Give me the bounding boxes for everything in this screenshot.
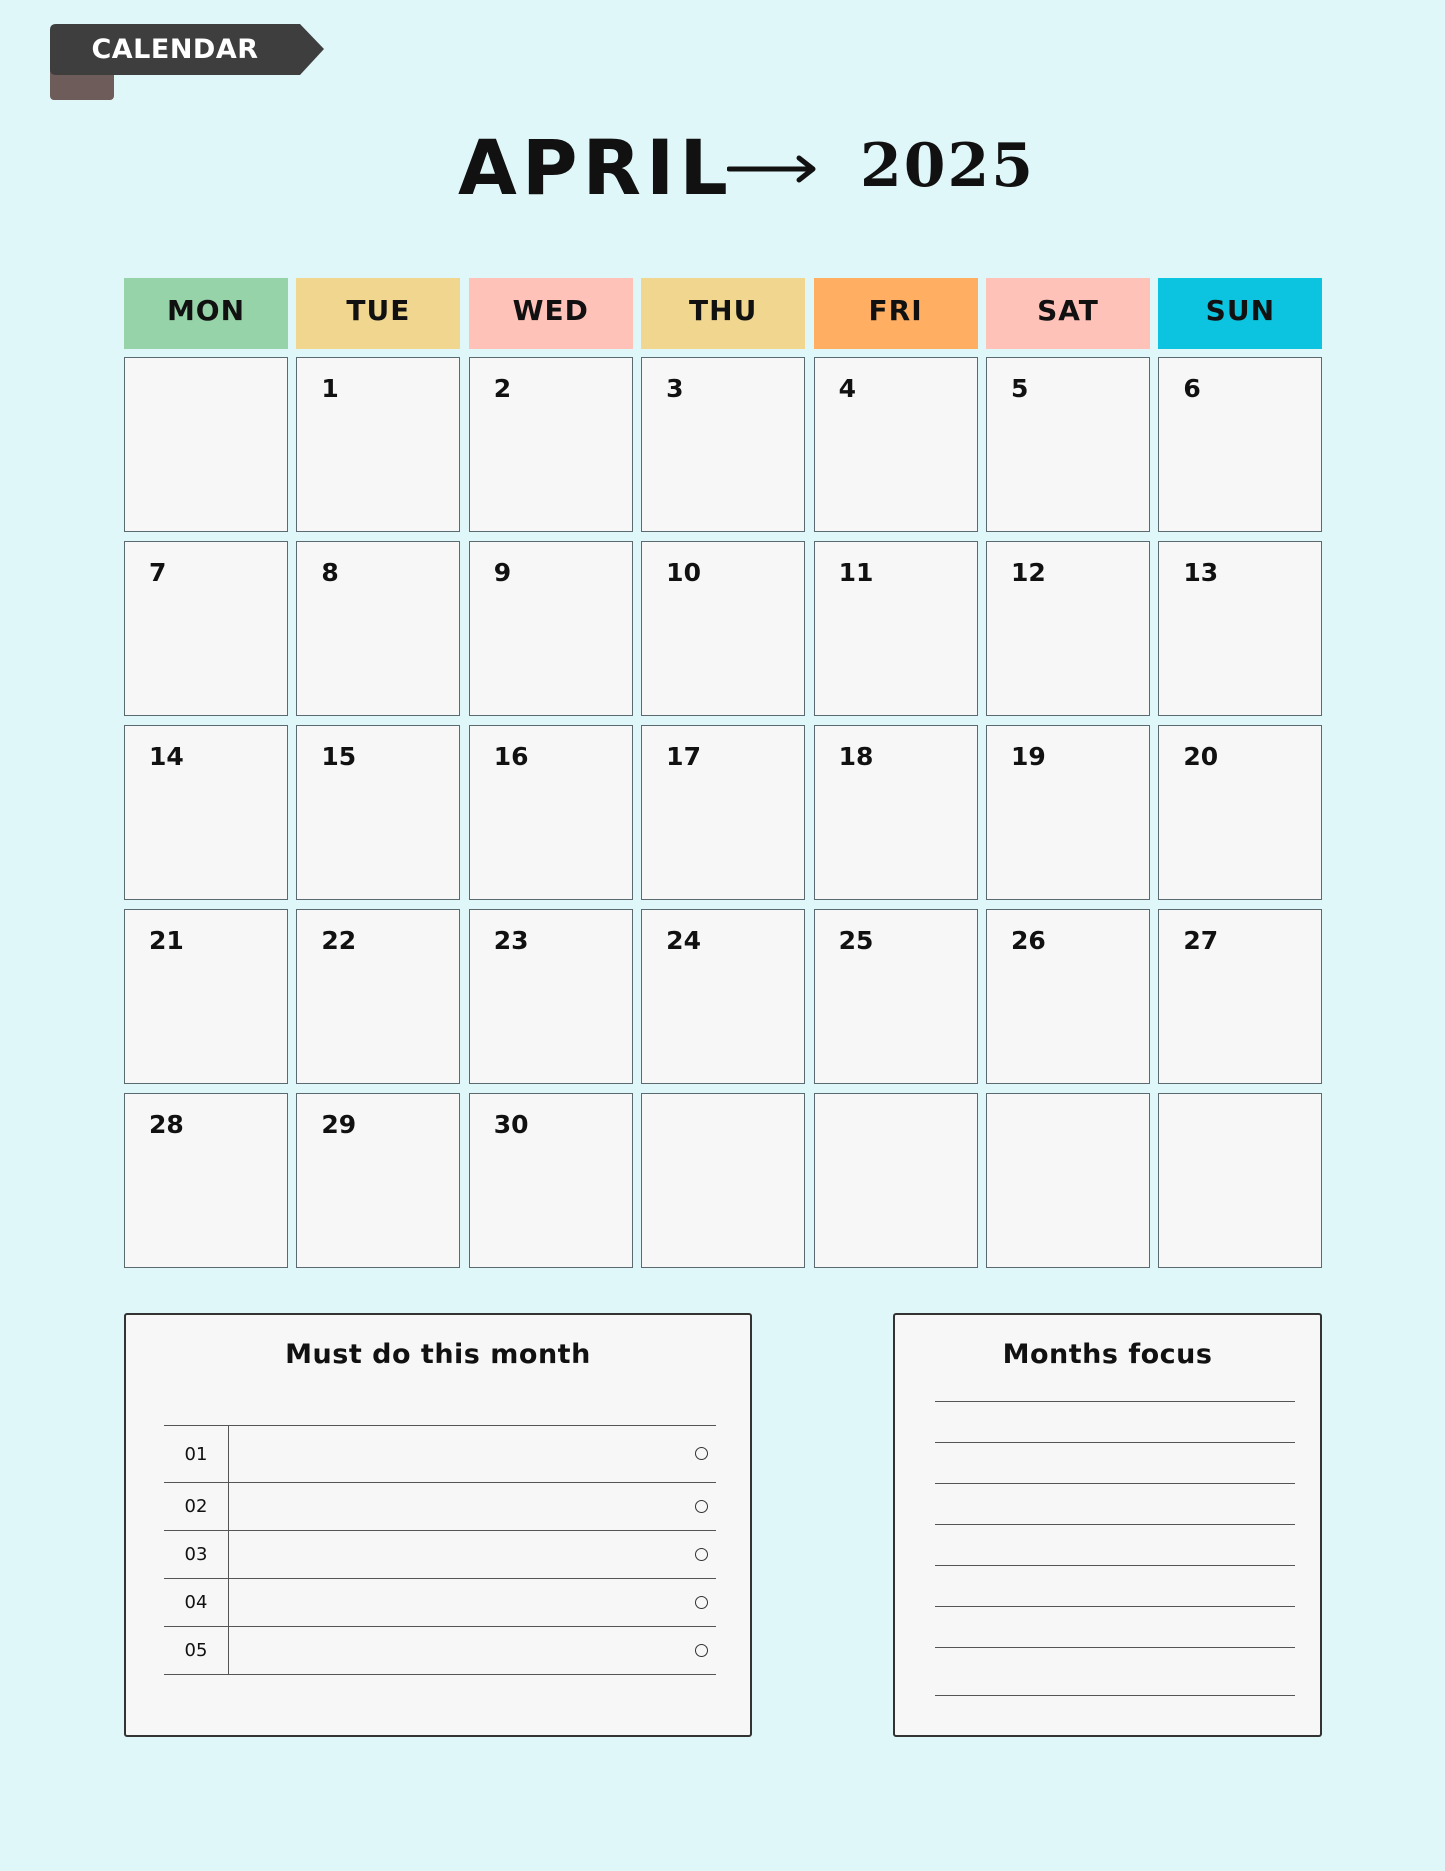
todo-checkbox-circle-icon[interactable]: [695, 1447, 708, 1460]
day-cell[interactable]: [469, 725, 633, 900]
day-cell[interactable]: [124, 541, 288, 716]
tag-label: CALENDAR: [91, 34, 259, 65]
focus-writing-line[interactable]: [935, 1401, 1295, 1402]
day-cell[interactable]: [986, 909, 1150, 1084]
focus-writing-line[interactable]: [935, 1483, 1295, 1484]
day-number: 29: [321, 1110, 357, 1139]
day-cell[interactable]: [814, 725, 978, 900]
day-number: 5: [1010, 374, 1029, 403]
day-cell[interactable]: [1158, 541, 1322, 716]
page-title: [0, 118, 1445, 218]
todo-checkbox-circle-icon[interactable]: [695, 1596, 708, 1609]
day-cell[interactable]: [641, 357, 805, 532]
months-focus-title: Months focus: [1002, 1339, 1213, 1370]
day-number: 23: [493, 926, 529, 955]
must-do-list: [164, 1425, 716, 1675]
day-cell[interactable]: [1158, 357, 1322, 532]
todo-number: 02: [164, 1483, 229, 1530]
day-number: 27: [1183, 926, 1219, 955]
todo-number: 01: [164, 1426, 229, 1482]
year-title: 2025: [860, 131, 1035, 201]
day-number: 1: [321, 374, 339, 403]
month-title: APRIL: [458, 123, 733, 212]
day-cell[interactable]: [296, 909, 460, 1084]
day-cell[interactable]: [814, 1093, 978, 1268]
day-number: 24: [666, 926, 701, 955]
day-number: 25: [838, 926, 874, 955]
day-number: 11: [838, 558, 874, 587]
day-cell[interactable]: [814, 909, 978, 1084]
calendar-grid: [124, 278, 1322, 1277]
day-cell[interactable]: [296, 725, 460, 900]
day-cell[interactable]: [641, 725, 805, 900]
day-cell[interactable]: [641, 541, 805, 716]
day-cell[interactable]: [124, 357, 288, 532]
day-number: 7: [149, 558, 167, 587]
todo-checkbox-circle-icon[interactable]: [695, 1644, 708, 1657]
day-cell[interactable]: [986, 357, 1150, 532]
day-cell[interactable]: [296, 1093, 460, 1268]
focus-writing-line[interactable]: [935, 1442, 1295, 1443]
must-do-title: Must do this month: [285, 1339, 591, 1370]
day-number: 12: [1010, 558, 1046, 587]
day-number: 3: [666, 374, 684, 403]
day-cell[interactable]: [124, 1093, 288, 1268]
todo-number: 04: [164, 1579, 229, 1626]
todo-number: 05: [164, 1627, 229, 1674]
weekday-header-thu: THU: [641, 278, 805, 349]
todo-row[interactable]: [164, 1425, 716, 1482]
day-cell[interactable]: [469, 541, 633, 716]
day-number: 2: [493, 374, 512, 403]
day-cell[interactable]: [469, 1093, 633, 1268]
day-number: 4: [838, 374, 856, 403]
day-number: 15: [321, 742, 357, 771]
day-number: 20: [1183, 742, 1219, 771]
day-cell[interactable]: [986, 725, 1150, 900]
day-cell[interactable]: [124, 725, 288, 900]
day-cell[interactable]: [986, 1093, 1150, 1268]
todo-checkbox-circle-icon[interactable]: [695, 1500, 708, 1513]
day-cell[interactable]: [469, 357, 633, 532]
weekday-header-tue: TUE: [296, 278, 460, 349]
must-do-box: [124, 1313, 752, 1737]
day-cell[interactable]: [1158, 909, 1322, 1084]
weekday-header-sat: SAT: [986, 278, 1150, 349]
day-number: 21: [149, 926, 184, 955]
day-number: 22: [321, 926, 357, 955]
weekday-header-fri: FRI: [814, 278, 978, 349]
day-cell[interactable]: [469, 909, 633, 1084]
focus-writing-line[interactable]: [935, 1606, 1295, 1607]
day-cell[interactable]: [814, 541, 978, 716]
day-number: 10: [666, 558, 701, 587]
day-cell[interactable]: [1158, 725, 1322, 900]
day-number: 17: [666, 742, 701, 771]
day-number: 30: [493, 1110, 529, 1139]
day-number: 13: [1183, 558, 1219, 587]
focus-writing-line[interactable]: [935, 1565, 1295, 1566]
day-number: 28: [149, 1110, 184, 1139]
todo-row[interactable]: [164, 1482, 716, 1530]
focus-writing-line[interactable]: [935, 1647, 1295, 1648]
day-cell[interactable]: [124, 909, 288, 1084]
focus-writing-line[interactable]: [935, 1524, 1295, 1525]
day-number: 16: [493, 742, 529, 771]
day-number: 9: [493, 558, 512, 587]
day-number: 26: [1010, 926, 1046, 955]
months-focus-box: [893, 1313, 1322, 1737]
arrow-right-icon: [727, 154, 819, 184]
day-cell[interactable]: [986, 541, 1150, 716]
day-cell[interactable]: [641, 909, 805, 1084]
weekday-header-mon: MON: [124, 278, 288, 349]
day-cell[interactable]: [814, 357, 978, 532]
calendar-tag: [50, 24, 324, 100]
day-number: 19: [1010, 742, 1046, 771]
day-number: 8: [321, 558, 339, 587]
weekday-header-wed: WED: [469, 278, 633, 349]
day-cell[interactable]: [1158, 1093, 1322, 1268]
weekday-header-sun: SUN: [1158, 278, 1322, 349]
todo-row[interactable]: [164, 1530, 716, 1578]
day-cell[interactable]: [296, 357, 460, 532]
todo-checkbox-circle-icon[interactable]: [695, 1548, 708, 1561]
day-cell[interactable]: [641, 1093, 805, 1268]
todo-row[interactable]: [164, 1626, 716, 1675]
todo-row[interactable]: [164, 1578, 716, 1626]
day-cell[interactable]: [296, 541, 460, 716]
day-number: 14: [149, 742, 184, 771]
day-number: 6: [1183, 374, 1201, 403]
todo-number: 03: [164, 1531, 229, 1578]
day-number: 18: [838, 742, 874, 771]
focus-writing-line[interactable]: [935, 1695, 1295, 1696]
